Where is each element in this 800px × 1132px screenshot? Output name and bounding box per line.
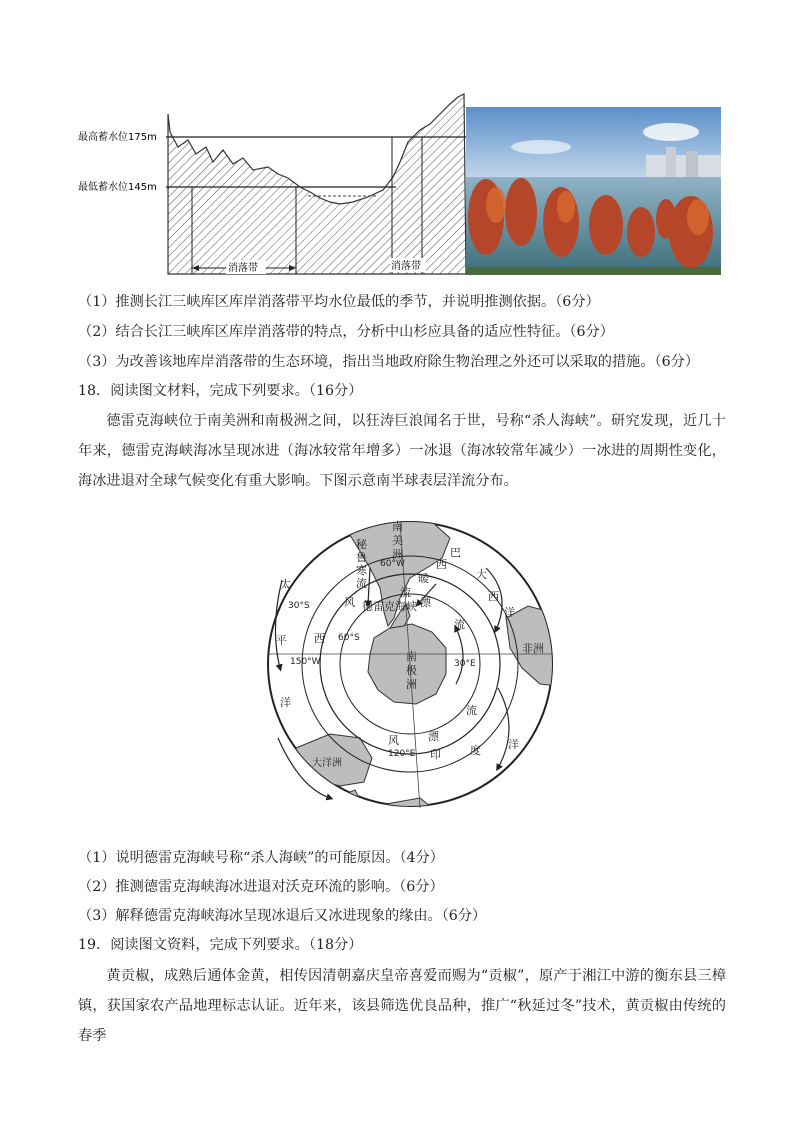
southern-hemisphere-currents-map <box>260 508 560 820</box>
label-drake: 德雷克海峡 <box>362 600 417 613</box>
label-australia: 大洋洲 <box>312 758 342 769</box>
label-brazil-2: 西 <box>436 558 447 571</box>
label-pac-2: 平 <box>276 634 287 647</box>
q18-sub2: （2）推测德雷克海峡海冰进退对沃克环流的影响。（6分） <box>78 879 444 895</box>
max-level-label: 最高蓄水位175m <box>78 132 157 143</box>
label-lat60: 60°S <box>338 633 360 643</box>
label-lon30e: 30°E <box>454 659 476 669</box>
label-brazil-4: 流 <box>400 586 411 599</box>
reservoir-profile-diagram <box>78 92 470 282</box>
q18-sub1: （1）说明德雷克海峡号称“杀人海峡”的可能原因。（4分） <box>78 850 444 866</box>
label-lat30: 30°S <box>288 601 310 611</box>
label-peru-4: 流 <box>356 577 367 590</box>
label-drift-1: 漂 <box>420 596 431 609</box>
label-drift-2: 流 <box>454 618 465 631</box>
q19-paragraph: 黄贡椒，成熟后通体金黄，相传因清朝嘉庆皇帝喜爱而赐为“贡椒”，原产于湘江中游的衡东县三樟镇，获国家农产品地理标志认证。近年来，该县筛选优良品种，推广“秋延过冬”技术，黄贡椒由传统的春季 <box>78 968 726 1044</box>
label-ant-3: 洲 <box>406 678 417 691</box>
lakeside-trees-photo <box>466 107 721 275</box>
label-ww-1: 风 <box>344 596 355 609</box>
label-africa: 非洲 <box>522 642 544 655</box>
label-lon150w: 150°W <box>290 657 321 667</box>
label-sa-1: 南 <box>392 520 403 533</box>
label-pac-1: 太 <box>280 578 291 591</box>
min-level-label: 最低蓄水位145m <box>78 182 157 193</box>
q17-sub3: （3）为改善该地库岸消落带的生态环境，指出当地政府除生物治理之外还可以采取的措施。（6分） <box>78 354 700 370</box>
label-atl-1: 大 <box>476 568 487 581</box>
label-ant-1: 南 <box>406 650 417 663</box>
label-atl-2: 西 <box>488 590 499 603</box>
label-peru-2: 鲁 <box>356 551 367 564</box>
label-brazil-1: 巴 <box>450 546 461 559</box>
label-ww-2: 西 <box>314 632 325 645</box>
label-ant-2: 极 <box>406 664 417 677</box>
label-lon60w: 60°W <box>380 559 405 569</box>
label-sa-2: 美 <box>392 534 403 547</box>
label-peru-3: 寒 <box>356 564 367 577</box>
label-ind-2: 度 <box>470 744 481 757</box>
label-wd-2: 漂 <box>428 730 439 743</box>
q17-sub1: （1）推测长江三峡库区库岸消落带平均水位最低的季节，并说明推测依据。（6分） <box>78 294 600 310</box>
label-wd-1: 风 <box>388 734 399 747</box>
label-sa-3: 洲 <box>392 548 403 561</box>
q18-sub3: （3）解释德雷克海峡海冰呈现冰退后又冰进现象的缘由。（6分） <box>78 908 487 924</box>
label-ind-1: 印 <box>430 748 441 761</box>
q18-title: 18．阅读图文材料，完成下列要求。（16分） <box>78 383 363 399</box>
q19-title: 19．阅读图文资料，完成下列要求。（18分） <box>78 937 363 953</box>
q18-paragraph: 德雷克海峡位于南美洲和南极洲之间，以狂涛巨浪闻名于世，号称“杀人海峡”。研究发现，近几十年来，德雷克海峡海冰呈现冰进（海冰较常年增多）一冰退（海冰较常年减少）一冰进的周期性变化，海冰进退对全球气候变化有重大影响。下图示意南半球表层洋流分布。 <box>78 413 726 489</box>
label-drift-right: 流 <box>466 704 477 717</box>
label-lon120e: 120°E <box>388 749 416 759</box>
terrain-profile <box>168 94 466 274</box>
zone-left-label: 消落带 <box>228 263 258 274</box>
label-pac-3: 洋 <box>280 696 291 709</box>
label-peru-1: 秘 <box>356 538 367 551</box>
label-brazil-3: 暖 <box>418 572 429 585</box>
label-ind-3: 洋 <box>508 738 519 751</box>
q17-sub2: （2）结合长江三峡库区库岸消落带的特点，分析中山杉应具备的适应性特征。（6分） <box>78 324 614 340</box>
zone-right-label: 消落带 <box>391 261 421 272</box>
label-atl-3: 洋 <box>504 606 515 619</box>
